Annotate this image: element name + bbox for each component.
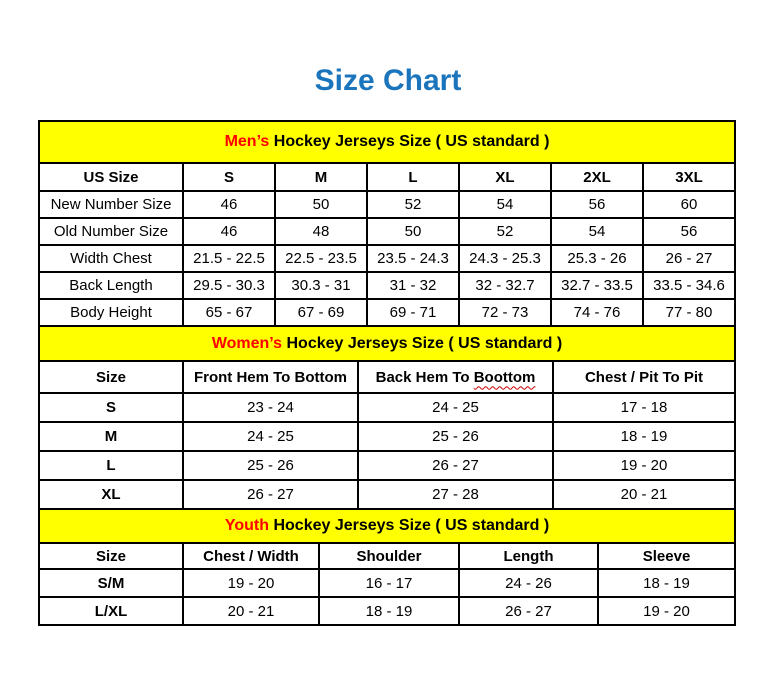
table-row [39, 569, 735, 597]
row-label: L [39, 451, 183, 480]
mens-size-table [38, 120, 736, 327]
row-label: Body Height [39, 299, 183, 326]
column-header: Sleeve [598, 543, 735, 569]
row-label: New Number Size [39, 191, 183, 218]
table-row [39, 597, 735, 625]
table-cell: 69 - 71 [367, 299, 459, 326]
youth-section-band [39, 509, 735, 543]
row-label: Width Chest [39, 245, 183, 272]
table-cell: 18 - 19 [598, 569, 735, 597]
womens-section-title [39, 326, 735, 361]
column-header: Chest / Pit To Pit [553, 361, 735, 393]
table-cell: 30.3 - 31 [275, 272, 367, 299]
mens-header-row [39, 163, 735, 191]
table-cell: 26 - 27 [358, 451, 553, 480]
table-cell: 21.5 - 22.5 [183, 245, 275, 272]
table-cell: 26 - 27 [459, 597, 598, 625]
table-cell: 27 - 28 [358, 480, 553, 509]
column-header: 3XL [643, 163, 735, 191]
womens-section-highlight: Women’s [211, 334, 283, 352]
column-header: 2XL [551, 163, 643, 191]
column-header: US Size [39, 163, 183, 191]
row-label: XL [39, 480, 183, 509]
table-cell: 24 - 25 [358, 393, 553, 422]
column-header: Size [39, 361, 183, 393]
youth-section-highlight: Youth [224, 517, 270, 534]
table-cell: 65 - 67 [183, 299, 275, 326]
table-cell: 16 - 17 [319, 569, 459, 597]
table-row [39, 451, 735, 480]
table-row [39, 299, 735, 326]
column-header [358, 361, 553, 393]
row-label: S [39, 393, 183, 422]
table-cell: 52 [459, 218, 551, 245]
womens-section-band [39, 326, 735, 361]
table-cell: 72 - 73 [459, 299, 551, 326]
table-row [39, 480, 735, 509]
row-label: Old Number Size [39, 218, 183, 245]
table-cell: 20 - 21 [183, 597, 319, 625]
table-cell: 19 - 20 [553, 451, 735, 480]
youth-header-row [39, 543, 735, 569]
column-header-text: Back Hem To [375, 368, 470, 386]
row-label: S/M [39, 569, 183, 597]
table-cell: 22.5 - 23.5 [275, 245, 367, 272]
table-row [39, 272, 735, 299]
table-cell: 17 - 18 [553, 393, 735, 422]
column-header: Size [39, 543, 183, 569]
table-cell: 23.5 - 24.3 [367, 245, 459, 272]
table-cell: 25 - 26 [358, 422, 553, 451]
mens-section-band [39, 121, 735, 163]
column-header: M [275, 163, 367, 191]
table-cell: 46 [183, 191, 275, 218]
table-cell: 50 [275, 191, 367, 218]
table-cell: 67 - 69 [275, 299, 367, 326]
mens-section-title [39, 121, 735, 163]
table-cell: 26 - 27 [183, 480, 358, 509]
table-cell: 20 - 21 [553, 480, 735, 509]
womens-size-table [38, 325, 736, 510]
table-cell: 24 - 25 [183, 422, 358, 451]
table-row [39, 393, 735, 422]
table-cell: 56 [643, 218, 735, 245]
column-header: Front Hem To Bottom [183, 361, 358, 393]
table-cell: 25.3 - 26 [551, 245, 643, 272]
table-cell: 31 - 32 [367, 272, 459, 299]
table-cell: 54 [551, 218, 643, 245]
column-header: Length [459, 543, 598, 569]
table-cell: 19 - 20 [183, 569, 319, 597]
column-header: L [367, 163, 459, 191]
table-cell: 32 - 32.7 [459, 272, 551, 299]
table-row [39, 191, 735, 218]
row-label: M [39, 422, 183, 451]
table-cell: 25 - 26 [183, 451, 358, 480]
table-cell: 18 - 19 [553, 422, 735, 451]
table-row [39, 218, 735, 245]
size-chart [38, 120, 734, 626]
table-cell: 33.5 - 34.6 [643, 272, 735, 299]
table-cell: 52 [367, 191, 459, 218]
table-cell: 23 - 24 [183, 393, 358, 422]
mens-section-highlight: Men’s [224, 133, 270, 150]
column-header: Chest / Width [183, 543, 319, 569]
column-header: S [183, 163, 275, 191]
table-cell: 29.5 - 30.3 [183, 272, 275, 299]
table-cell: 26 - 27 [643, 245, 735, 272]
row-label: Back Length [39, 272, 183, 299]
table-cell: 48 [275, 218, 367, 245]
table-cell: 46 [183, 218, 275, 245]
column-header: XL [459, 163, 551, 191]
womens-section-rest: Hockey Jerseys Size ( US standard ) [286, 334, 563, 352]
column-header: Shoulder [319, 543, 459, 569]
mens-section-rest: Hockey Jerseys Size ( US standard ) [273, 133, 550, 150]
table-cell: 60 [643, 191, 735, 218]
table-cell: 32.7 - 33.5 [551, 272, 643, 299]
table-row [39, 245, 735, 272]
youth-section-rest: Hockey Jerseys Size ( US standard ) [273, 517, 550, 534]
table-cell: 50 [367, 218, 459, 245]
table-cell: 24 - 26 [459, 569, 598, 597]
row-label: L/XL [39, 597, 183, 625]
page-title: Size Chart [314, 64, 462, 97]
misspelled-word: Boottom [473, 368, 536, 386]
table-cell: 77 - 80 [643, 299, 735, 326]
table-cell: 19 - 20 [598, 597, 735, 625]
youth-section-title [39, 509, 735, 543]
table-cell: 54 [459, 191, 551, 218]
table-cell: 74 - 76 [551, 299, 643, 326]
womens-header-row [39, 361, 735, 393]
youth-size-table [38, 508, 736, 626]
table-cell: 56 [551, 191, 643, 218]
table-cell: 24.3 - 25.3 [459, 245, 551, 272]
table-row [39, 422, 735, 451]
table-cell: 18 - 19 [319, 597, 459, 625]
